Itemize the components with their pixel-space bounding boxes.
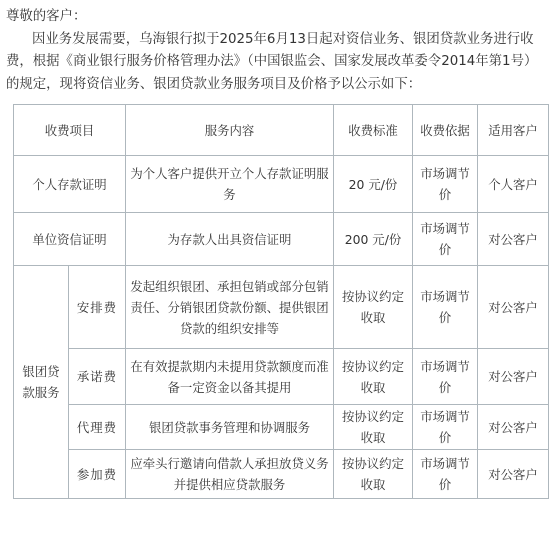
row-client: 对公客户 [478, 213, 549, 266]
row-basis: 市场调节价 [413, 450, 478, 499]
row-basis: 市场调节价 [413, 405, 478, 450]
row-basis: 市场调节价 [413, 349, 478, 405]
row-item: 单位资信证明 [14, 213, 126, 266]
row-content: 发起组织银团、承担包销或部分包销责任、分销银团贷款份额、提供银团贷款的组织安排等 [126, 266, 334, 349]
row-fee: 按协议约定收取 [334, 266, 413, 349]
row-fee: 按协议约定收取 [334, 405, 413, 450]
greeting: 尊敬的客户： [6, 9, 87, 24]
row-basis: 市场调节价 [413, 156, 478, 213]
row-item: 安排费 [69, 266, 126, 349]
row-fee: 按协议约定收取 [334, 450, 413, 499]
group-label: 银团贷款服务 [14, 266, 69, 499]
header-fee: 收费标准 [334, 105, 413, 156]
row-client: 对公客户 [478, 405, 549, 450]
header-item: 收费项目 [14, 105, 126, 156]
row-client: 对公客户 [478, 450, 549, 499]
row-client: 对公客户 [478, 266, 549, 349]
fee-table [13, 104, 549, 499]
table-row [14, 349, 549, 405]
header-content: 服务内容 [126, 105, 334, 156]
row-content: 为存款人出具资信证明 [126, 213, 334, 266]
row-item: 参加费 [69, 450, 126, 499]
row-fee: 200 元/份 [334, 213, 413, 266]
table-row [14, 405, 549, 450]
row-client: 对公客户 [478, 349, 549, 405]
table-row [14, 213, 549, 266]
row-item: 承诺费 [69, 349, 126, 405]
table-row [14, 266, 549, 349]
row-content: 为个人客户提供开立个人存款证明服务 [126, 156, 334, 213]
notice-body: 因业务发展需要，乌海银行拟于2025年6月13日起对资信业务、银团贷款业务进行收费，根据《商业银行服务价格管理办法》（中国银监会、国家发展改革委令2014年第1号）的规定，现将资信业务、银团贷款业务服务项目及价格予以公示如下： [6, 31, 538, 92]
row-content: 在有效提款期内未提用贷款额度而准备一定资金以备其提用 [126, 349, 334, 405]
row-content: 应牵头行邀请向借款人承担放贷义务并提供相应贷款服务 [126, 450, 334, 499]
table-row [14, 450, 549, 499]
header-client: 适用客户 [478, 105, 549, 156]
row-basis: 市场调节价 [413, 266, 478, 349]
row-fee: 按协议约定收取 [334, 349, 413, 405]
table-row [14, 156, 549, 213]
row-item: 代理费 [69, 405, 126, 450]
row-content: 银团贷款事务管理和协调服务 [126, 405, 334, 450]
row-item: 个人存款证明 [14, 156, 126, 213]
row-fee: 20 元/份 [334, 156, 413, 213]
row-basis: 市场调节价 [413, 213, 478, 266]
notice-intro [6, 6, 544, 96]
row-client: 个人客户 [478, 156, 549, 213]
table-header-row [14, 105, 549, 156]
header-basis: 收费依据 [413, 105, 478, 156]
